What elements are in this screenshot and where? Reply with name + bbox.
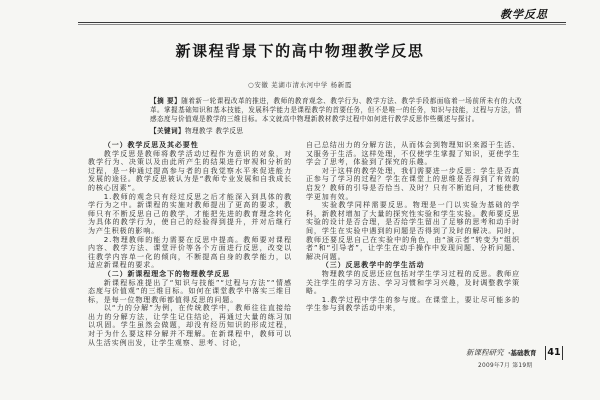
- keywords-label: 【关键词】: [150, 127, 185, 135]
- body-paragraph: 1.教师的观念只有经过反思之后才能深入到具体的教学行为之中。新课程的实施对教师提出了更高的要求，教师只有不断反思自己的教学，才能把先进的教育理念转化为具体的教学行为，使自己的经验得到提升，并对后继行为产生积极的影响。: [88, 192, 292, 235]
- header-rule-thin: [78, 24, 566, 25]
- keywords: [150, 127, 522, 136]
- body-paragraph: 1.教学过程中学生的参与度。在课堂上，要让尽可能多的学生参与到教学活动中来，: [306, 295, 520, 313]
- section-label: 教学反思: [500, 8, 548, 21]
- body-paragraph: 以“力的分解”为例，在传统教学中，教师往往直接给出力的分解方法，让学生记住结论，再通过大量的练习加以巩固。学生虽然会做题，却没有经历知识的形成过程，对于为什么要这样分解并不理解。在新课程中，教师可以从生活实例出发，让学生观察、思考、讨论，: [88, 304, 292, 347]
- header-rule: [78, 22, 566, 23]
- author-line: ○安徽 芜湖市清水河中学 杨新霞: [248, 81, 352, 89]
- article-title: 新课程背景下的高中物理教学反思: [175, 42, 425, 60]
- body-paragraph: 新课程标准提出了“知识与技能”“过程与方法”“情感态度与价值观”的三维目标。如何在课堂教学中落实三维目标，是每一位物理教师都值得反思的问题。: [88, 278, 292, 304]
- abstract-text: 随着新一轮课程改革的推进，教师的教育观念、教学行为、教学方法、教学手段都面临着一场前所未有的大改革。掌握基础知识和基本技能，发展科学能力是课程教学的首要任务，但不是唯一的任务，知识与技能，过程与方法，情感态度与价值观是教学的三维目标。本文就高中物理新教材教学过程中如何进行教学反思作些概述与探讨。: [150, 97, 523, 124]
- body-paragraph: 实验教学同样需要反思。物理是一门以实验为基础的学科，新教材增加了大量的探究性实验和学生实验。教师要反思实验的设计是否合理，是否给学生留出了足够的思考和动手时间，学生在实验中遇到的问题是否得到了及时的解决。同时，教师还要反思自己在实验中的角色，由“演示者”转变为“组织者”和“引导者”，让学生在动手操作中发现问题、分析问题、解决问题。: [306, 201, 520, 261]
- section-heading: （二）新课程理念下的物理教学反思: [103, 269, 231, 278]
- journal-edition: ·基础教育: [508, 349, 537, 357]
- issue-date: 2009年7月 第19期: [478, 363, 533, 369]
- body-column-right: [306, 141, 520, 345]
- keywords-text: 物理教学 教学反思: [184, 127, 244, 135]
- body-paragraph: 对于这样的教学处理，我们需要进一步反思：学生是否真正参与了学习的过程？学生在课堂上的思维是否得到了有效的启发？教师的引导是否恰当、及时？只有不断追问，才能使教学更加有效。: [306, 166, 520, 201]
- page-number: 41: [545, 346, 563, 360]
- body-paragraph: 2.物理教师的能力需要在反思中提高。教师要对课程内容、教学方法、课堂评价等各个方面进行反思，改变以往教学内容单一化的倾向，不断提高自身的教学能力，以适应新课程的要求。: [88, 235, 292, 270]
- section-heading: （三）反思教学中的学生活动: [321, 261, 425, 270]
- section-heading: （一）教学反思及其必要性: [103, 141, 199, 149]
- abstract-label: 【摘 要】: [150, 97, 182, 105]
- body-paragraph-continued: 自己总结出力的分解方法，从而体会到物理知识来源于生活、又服务于生活。这样处理，不仅使学生掌握了知识，更使学生学会了思考，体验到了探究的乐趣。: [306, 141, 520, 167]
- body-paragraph: 物理教学的反思还应包括对学生学习过程的反思。教师应关注学生的学习方法、学习习惯和学习兴趣，及时调整教学策略。: [306, 269, 520, 296]
- body-column-left: [88, 141, 292, 372]
- journal-name: 新课程研究: [466, 348, 504, 357]
- body-paragraph: 教学反思是教师将教学活动过程作为意识的对象，对教学行为、决策以及由此所产生的结果进行审视和分析的过程，是一种通过提高参与者的自我觉察水平来促进能力发展的途径。教学反思被认为是“教师专业发展和自我成长的核心因素”。: [88, 149, 292, 192]
- abstract: [150, 97, 522, 125]
